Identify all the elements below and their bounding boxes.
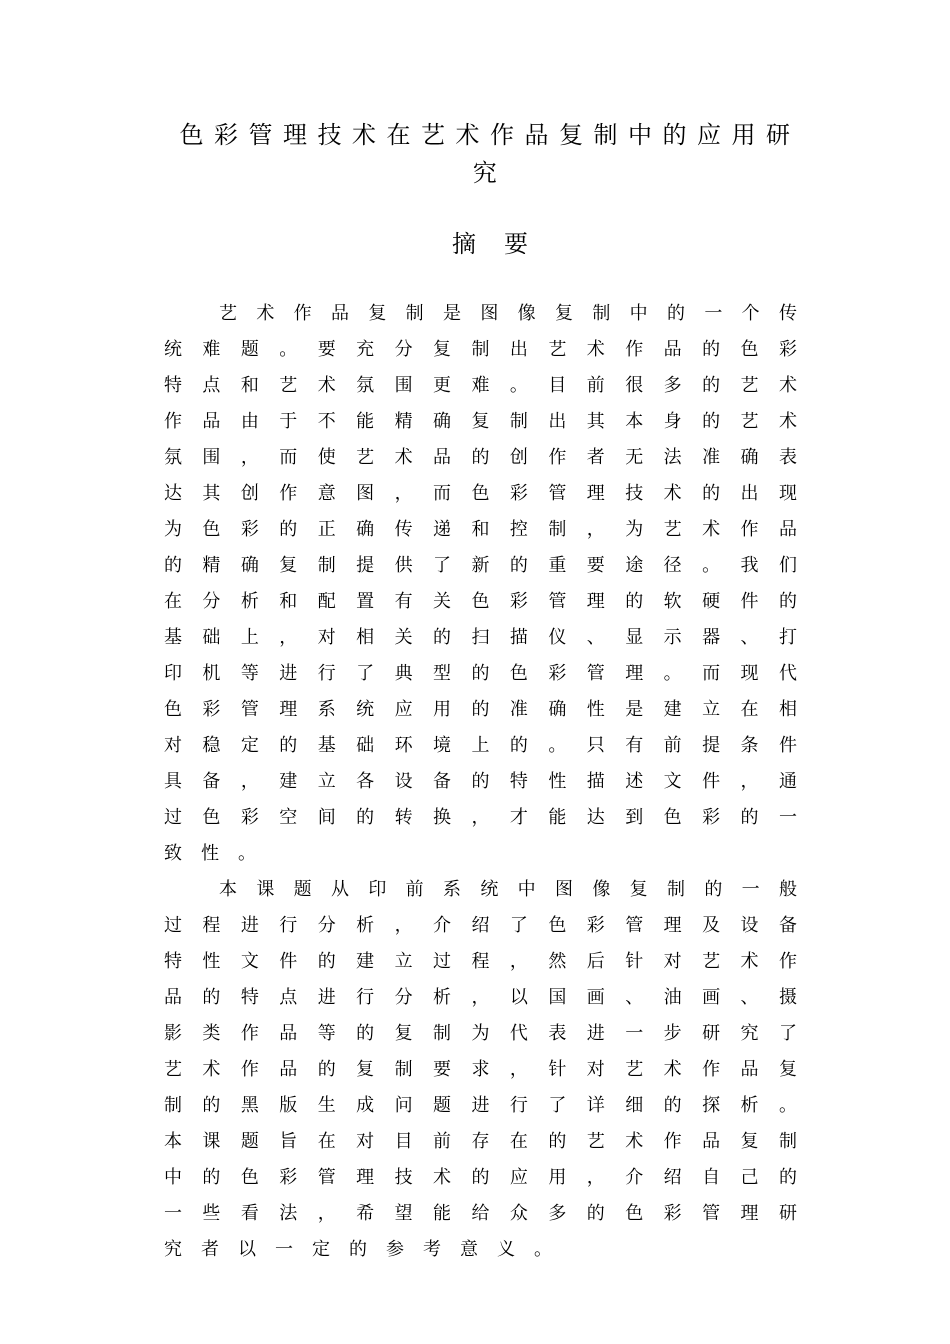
abstract-heading: 摘要 [452, 230, 556, 258]
abstract-paragraph-1: 艺术作品复制是图像复制中的一个传统难题。要充分复制出艺术作品的色彩特点和艺术氛围更难。目前很多的艺术作品由于不能精确复制出其本身的艺术氛围，而使艺术品的创作者无法准确表达其创作意图，而色彩管理技术的出现为色彩的正确传递和控制，为艺术作品的精确复制提供了新的重要途径。我们在分析和配置有关色彩管理的软硬件的基础上，对相关的扫描仪、显示器、打印机等进行了典型的色彩管理。而现代色彩管理系统应用的准确性是建立在相对稳定的基础环境上的。只有前提条件具备，建立各设备的特性描述文件，通过色彩空间的转换，才能达到色彩的一致性。 [164, 303, 816, 864]
abstract-body [164, 296, 816, 1268]
document-title: 色彩管理技术在艺术作品复制中的应用研究 [179, 121, 801, 187]
abstract-paragraph-2: 本课题从印前系统中图像复制的一般过程进行分析，介绍了色彩管理及设备特性文件的建立过程，然后针对艺术作品的特点进行分析，以国画、油画、摄影类作品等的复制为代表进一步研究了艺术作品的复制要求，针对艺术作品复制的黑版生成问题进行了详细的探析。本课题旨在对目前存在的艺术作品复制中的色彩管理技术的应用，介绍自己的一些看法，希望能给众多的色彩管理研究者以一定的参考意义。 [164, 879, 816, 1260]
